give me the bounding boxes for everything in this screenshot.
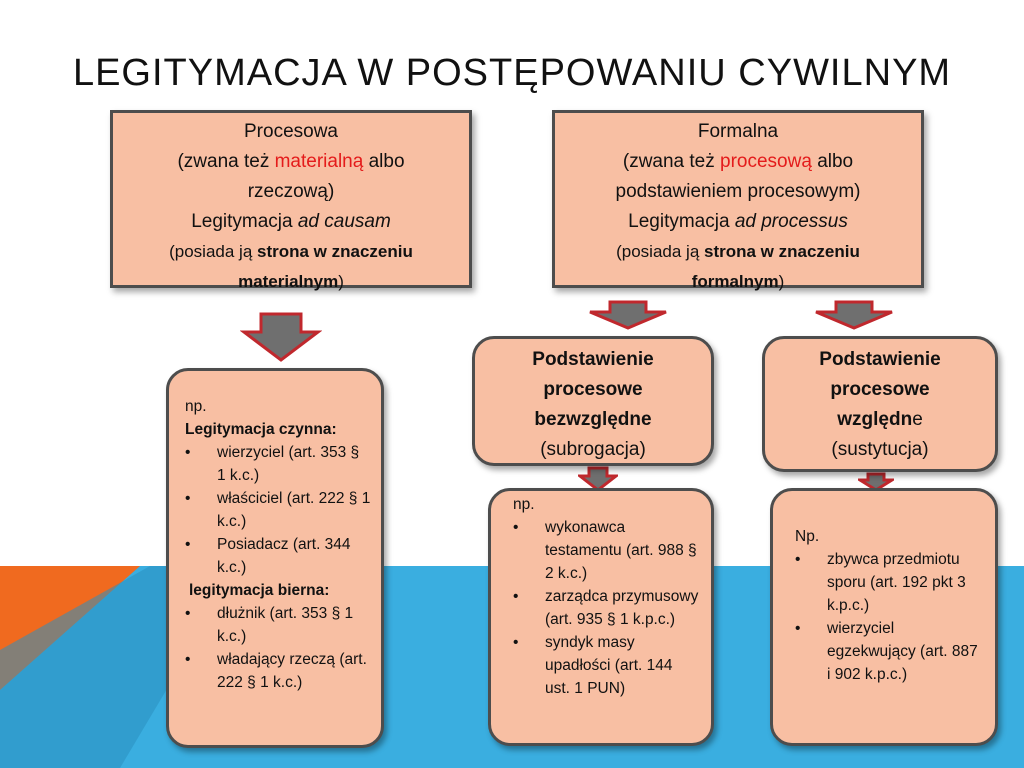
list-item: • wierzyciel (art. 353 § 1 k.c.) <box>185 441 371 487</box>
formalna-posiada-prefix: (posiada ją <box>616 242 704 261</box>
arrow-down-mid-icon <box>586 300 670 330</box>
procesowa-box <box>110 110 472 291</box>
procesowa-posiada <box>113 237 469 267</box>
formalna-zwana-prefix: (zwana też <box>622 151 721 172</box>
arrow-down-left-icon <box>240 312 322 362</box>
formalna-posiada-bold: strona w znaczeniu <box>704 242 860 261</box>
list-left-np: np. <box>185 398 207 415</box>
procesowa-zwana-prefix: (zwana też <box>177 151 275 172</box>
list-item: • syndyk masy upadłości (art. 144 ust. 1 PUN) <box>513 631 701 700</box>
bezwzgledne-line3: bezwzględne <box>534 409 652 430</box>
formalna-heading: Formalna <box>697 121 779 142</box>
formalna-zwana-red: procesową <box>720 151 812 172</box>
przyklady-bezwzgledne-box <box>488 488 714 746</box>
list-left-active-items <box>185 441 371 579</box>
formalna-posiada-line2-bold: formalnym <box>691 272 779 291</box>
procesowa-posiada-line2-bold: materialnym <box>238 272 339 291</box>
list-item: • Posiadacz (art. 344 k.c.) <box>185 533 371 579</box>
formalna-line3: podstawieniem procesowym) <box>615 181 861 202</box>
wzgledne-line1: Podstawienie <box>819 349 941 370</box>
procesowa-legit-prefix: Legitymacja <box>191 211 298 232</box>
list-item: • wykonawca testamentu (art. 988 § 2 k.c.) <box>513 516 701 585</box>
page-title: LEGITYMACJA W POSTĘPOWANIU CYWILNYM <box>72 52 952 94</box>
list-item: • władający rzeczą (art. 222 § 1 k.c.) <box>185 648 371 694</box>
procesowa-posiada-line2-suffix: ) <box>338 272 344 291</box>
bezwzgledne-line2: procesowe <box>543 379 643 400</box>
procesowa-zwana-suffix: albo <box>363 151 405 172</box>
formalna-legit <box>555 207 921 237</box>
bezwzgledne-line1: Podstawienie <box>532 349 654 370</box>
procesowa-heading: Procesowa <box>244 121 338 142</box>
procesowa-posiada-prefix: (posiada ją <box>169 242 257 261</box>
procesowa-zwana-red: materialną <box>274 151 364 172</box>
list-item: • właściciel (art. 222 § 1 k.c.) <box>185 487 371 533</box>
list-mid-items <box>513 516 701 700</box>
list-left-active-label: Legitymacja czynna: <box>185 421 337 438</box>
list-right-np: Np. <box>795 528 820 545</box>
przyklady-materialne-box <box>166 368 384 748</box>
procesowa-legit <box>113 207 469 237</box>
procesowa-zwana <box>113 147 469 177</box>
formalna-posiada-line2-suffix: ) <box>778 272 785 291</box>
podstawienie-wzgledne-box <box>762 336 998 472</box>
list-right-items <box>795 548 985 686</box>
list-left-passive-label: legitymacja bierna: <box>189 582 330 599</box>
arrow-down-right-icon <box>812 300 896 330</box>
podstawienie-bezwzgledne-box <box>472 336 714 466</box>
list-mid-np: np. <box>513 496 535 513</box>
wzgledne-line3 <box>765 405 995 435</box>
procesowa-posiada-bold: strona w znaczeniu <box>257 242 413 261</box>
wzgledne-line3-rest: e <box>912 409 923 430</box>
formalna-box <box>552 110 924 291</box>
formalna-zwana <box>555 147 921 177</box>
formalna-posiada <box>555 237 921 267</box>
list-item: • zbywca przedmiotu sporu (art. 192 pkt 3 k.p.c.) <box>795 548 985 617</box>
formalna-legit-prefix: Legitymacja <box>628 211 735 232</box>
procesowa-legit-italic: ad causam <box>297 211 391 232</box>
list-item: • zarządca przymusowy (art. 935 § 1 k.p.c.) <box>513 585 701 631</box>
wzgledne-line4: (sustytucja) <box>831 439 929 460</box>
procesowa-posiada-line2 <box>113 267 469 297</box>
wzgledne-line2: procesowe <box>830 379 930 400</box>
formalna-zwana-suffix: albo <box>811 151 854 172</box>
formalna-posiada-line2 <box>555 267 921 297</box>
list-item: • wierzyciel egzekwujący (art. 887 i 902 k.p.c.) <box>795 617 985 686</box>
procesowa-line3: rzeczową) <box>247 181 335 202</box>
formalna-legit-italic: ad processus <box>734 211 848 232</box>
przyklady-wzgledne-box <box>770 488 998 746</box>
wzgledne-line3-bold: względn <box>837 409 913 430</box>
list-item: • dłużnik (art. 353 § 1 k.c.) <box>185 602 371 648</box>
bezwzgledne-line4: (subrogacja) <box>540 439 646 460</box>
list-left-passive-items <box>185 602 371 694</box>
